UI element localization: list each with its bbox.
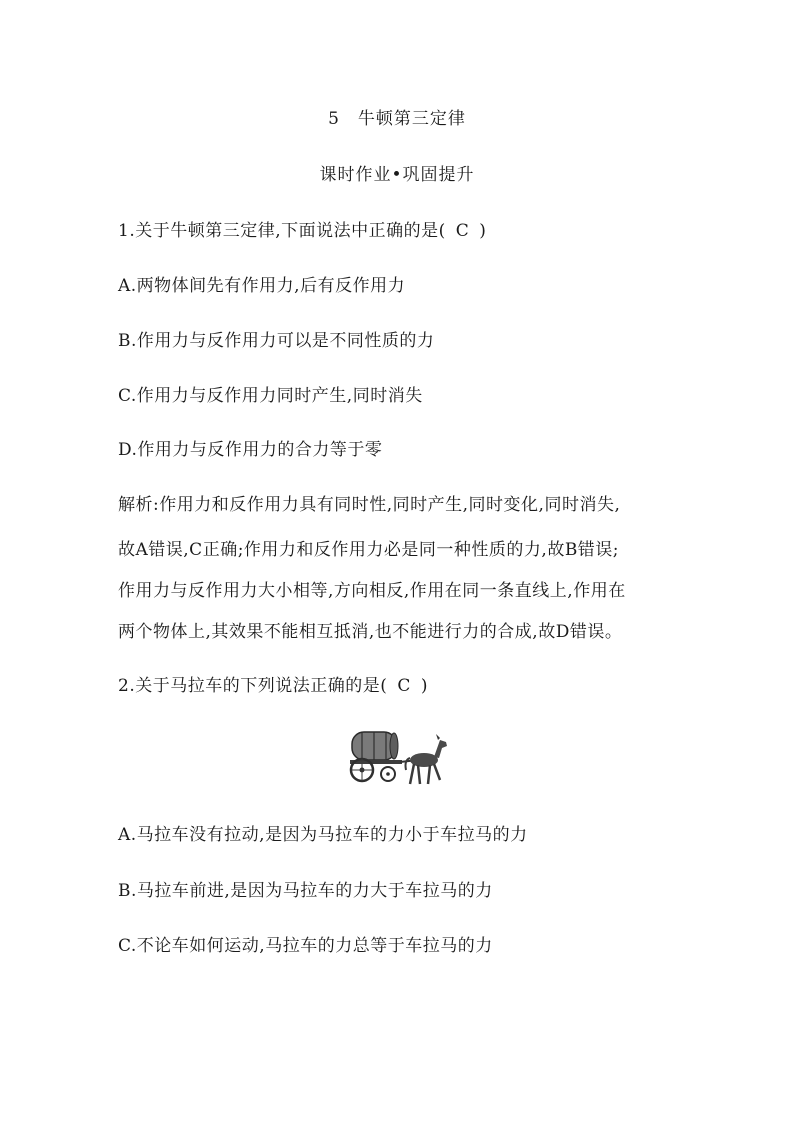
question-2-close-paren: ) xyxy=(420,676,429,696)
analysis-line: 故A错误,C正确;作用力和反作用力必是同一种性质的力,故B错误; xyxy=(118,540,620,560)
question-1-option-b: B.作用力与反作用力可以是不同性质的力 xyxy=(118,331,435,351)
question-2-text: 2.关于马拉车的下列说法正确的是( xyxy=(118,676,388,696)
analysis-line: 两个物体上,其效果不能相互抵消,也不能进行力的合成,故D错误。 xyxy=(118,622,623,642)
question-1-text: 1.关于牛顿第三定律,下面说法中正确的是( xyxy=(118,221,446,241)
horse-cart-illustration xyxy=(348,724,448,788)
question-1-close-paren: ) xyxy=(479,221,487,241)
question-2-option-b: B.马拉车前进,是因为马拉车的力大于车拉马的力 xyxy=(118,881,493,901)
analysis-line: 解析:作用力和反作用力具有同时性,同时产生,同时变化,同时消失, xyxy=(118,495,621,515)
question-1-answer: C xyxy=(455,221,470,241)
page-subtitle: 课时作业•巩固提升 xyxy=(319,165,475,185)
question-2-answer: C xyxy=(397,676,411,696)
question-1-option-a: A.两物体间先有作用力,后有反作用力 xyxy=(118,276,406,296)
analysis-line: 作用力与反作用力大小相等,方向相反,作用在同一条直线上,作用在 xyxy=(118,581,626,601)
question-2-stem xyxy=(118,671,428,696)
page-title: 5 牛顿第三定律 xyxy=(328,109,466,129)
question-1-stem xyxy=(118,216,486,241)
question-2-option-a: A.马拉车没有拉动,是因为马拉车的力小于车拉马的力 xyxy=(118,825,528,845)
question-1-option-c: C.作用力与反作用力同时产生,同时消失 xyxy=(118,386,423,406)
question-1-option-d: D.作用力与反作用力的合力等于零 xyxy=(118,440,383,460)
question-2-option-c: C.不论车如何运动,马拉车的力总等于车拉马的力 xyxy=(118,936,493,956)
